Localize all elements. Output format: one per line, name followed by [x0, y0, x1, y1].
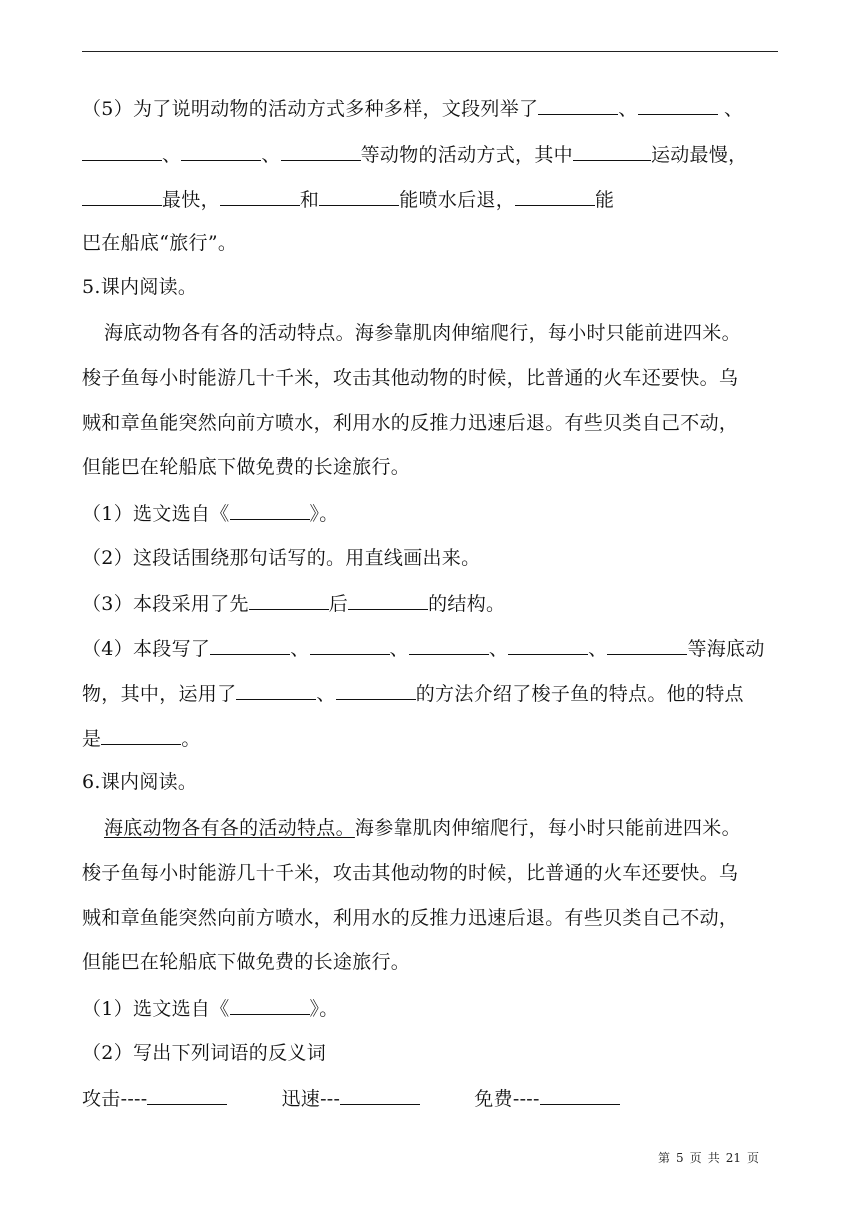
page-footer [655, 1150, 762, 1166]
q5-q4-line1 [82, 635, 765, 662]
answer-blank[interactable] [409, 635, 489, 655]
q5-q4-text: 等海底动 [687, 638, 765, 660]
answer-blank[interactable] [515, 186, 595, 206]
q6-q2: （2）写出下列词语的反义词 [82, 1042, 326, 1064]
answer-blank[interactable] [340, 1085, 420, 1105]
total-pages: 21 [725, 1151, 741, 1165]
q4-5-text: 能喷水后退， [399, 189, 516, 211]
antonym-word: 攻击---- [82, 1088, 148, 1110]
separator: 、 [389, 638, 409, 660]
q5-q4-line3 [82, 725, 201, 752]
q5-q4-text: 物，其中，运用了 [82, 683, 237, 705]
q6-q1-text: 》。 [309, 998, 339, 1020]
q5-q3-text: 的结构。 [428, 593, 506, 615]
answer-blank[interactable] [101, 725, 181, 745]
answer-blank[interactable] [638, 95, 718, 115]
q5-para-line3: 贼和章鱼能突然向前方喷水，利用水的反推力迅速后退。有些贝类自己不动， [82, 412, 739, 434]
separator: 、 [261, 144, 281, 166]
q5-q4-text: 。 [181, 728, 201, 750]
q4-5-text: 运动最慢， [650, 144, 748, 166]
q4-5-text: （5）为了说明动物的活动方式多种多样，文段列举了 [82, 98, 539, 120]
antonym-word: 迅速--- [281, 1088, 341, 1110]
q5-q3-text: （3）本段采用了先 [82, 593, 249, 615]
q6-para-line2: 梭子鱼每小时能游几十千米，攻击其他动物的时候，比普通的火车还要快。乌 [82, 862, 739, 884]
q4-5-line4: 巴在船底“旅行”。 [82, 232, 238, 254]
q4-5-line1 [82, 95, 743, 122]
q4-5-line3 [82, 186, 614, 213]
q5-para-line2: 梭子鱼每小时能游几十千米，攻击其他动物的时候，比普通的火车还要快。乌 [82, 367, 739, 389]
q5-q1 [82, 500, 339, 527]
answer-blank[interactable] [181, 141, 261, 161]
q4-5-text: 和 [299, 189, 320, 211]
separator: 、 [290, 638, 310, 660]
q5-q4-line2 [82, 680, 744, 707]
answer-blank[interactable] [230, 995, 310, 1015]
page-number: 5 [676, 1151, 684, 1165]
q6-para-line1 [104, 815, 741, 841]
answer-blank[interactable] [210, 635, 290, 655]
q4-5-line2 [82, 141, 747, 168]
q6-title: 6.课内阅读。 [82, 771, 198, 793]
q4-5-text: 最快， [162, 189, 220, 211]
footer-text: 页 [746, 1151, 759, 1165]
footer-text: 第 [658, 1151, 671, 1165]
q5-q3-text: 后 [328, 593, 349, 615]
q5-q1-text: （1）选文选自《 [82, 503, 230, 525]
separator: 、 [717, 98, 744, 120]
q4-5-text: 等动物的活动方式，其中 [360, 144, 573, 166]
q5-q1-text: 》。 [309, 503, 339, 525]
q5-title: 5.课内阅读。 [82, 276, 198, 298]
separator: 、 [162, 144, 182, 166]
q6-para-text: 海参靠肌肉伸缩爬行，每小时只能前进四米。 [354, 817, 741, 839]
answer-blank[interactable] [573, 141, 651, 161]
q6-q1-text: （1）选文选自《 [82, 998, 230, 1020]
answer-blank[interactable] [538, 95, 618, 115]
q5-q4-text: （4）本段写了 [82, 638, 211, 660]
q5-para-line4: 但能巴在轮船底下做免费的长途旅行。 [82, 456, 411, 478]
separator: 、 [488, 638, 509, 660]
header-rule [82, 51, 778, 52]
footer-text: 共 [707, 1151, 720, 1165]
separator: 、 [316, 683, 336, 705]
q6-antonyms [82, 1085, 620, 1112]
answer-blank[interactable] [348, 590, 428, 610]
q5-q2: （2）这段话围绕那句话写的。用直线画出来。 [82, 547, 481, 569]
answer-blank[interactable] [281, 141, 361, 161]
answer-blank[interactable] [220, 186, 300, 206]
answer-blank[interactable] [607, 635, 687, 655]
q5-q3 [82, 590, 505, 617]
footer-text: 页 [689, 1151, 702, 1165]
answer-blank[interactable] [310, 635, 390, 655]
q6-para-line3: 贼和章鱼能突然向前方喷水，利用水的反推力迅速后退。有些贝类自己不动， [82, 907, 739, 929]
q5-q4-text: 是 [82, 728, 102, 750]
q6-para-line4: 但能巴在轮船底下做免费的长途旅行。 [82, 951, 411, 973]
answer-blank[interactable] [319, 186, 399, 206]
answer-blank[interactable] [82, 186, 162, 206]
antonym-word: 免费---- [474, 1088, 540, 1110]
separator: 、 [588, 638, 608, 660]
answer-blank[interactable] [540, 1085, 620, 1105]
q5-para-line1: 海底动物各有各的活动特点。海参靠肌肉伸缩爬行，每小时只能前进四米。 [104, 322, 741, 344]
answer-blank[interactable] [249, 590, 329, 610]
answer-blank[interactable] [147, 1085, 227, 1105]
q4-5-text: 能 [595, 189, 615, 211]
q6-q1 [82, 995, 339, 1022]
answer-blank[interactable] [508, 635, 588, 655]
answer-blank[interactable] [236, 680, 316, 700]
q5-q4-text: 的方法介绍了梭子鱼的特点。他的特点 [415, 683, 744, 705]
answer-blank[interactable] [82, 141, 162, 161]
separator: 、 [618, 98, 638, 120]
q6-topic-sentence: 海底动物各有各的活动特点。 [104, 817, 355, 839]
answer-blank[interactable] [230, 500, 310, 520]
answer-blank[interactable] [336, 680, 416, 700]
